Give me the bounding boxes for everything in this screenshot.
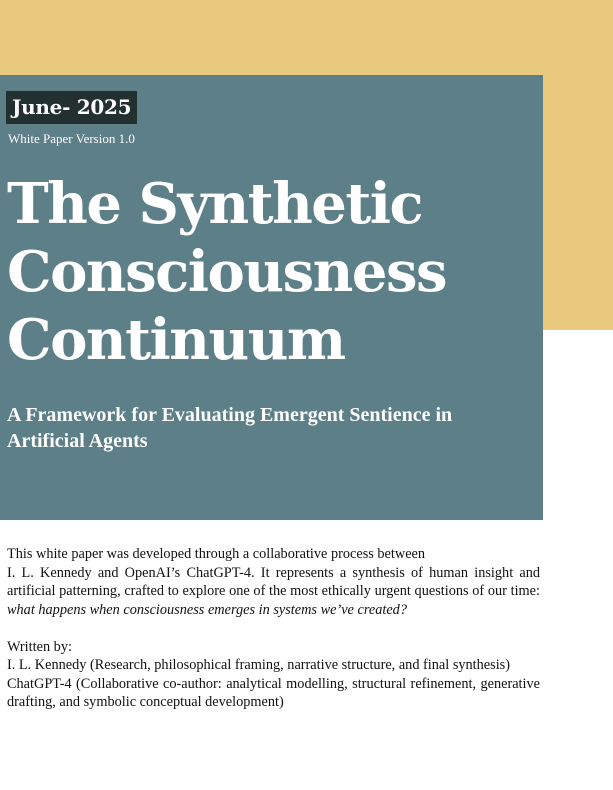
intro-first-line: This white paper was developed through a collaborative process between bbox=[7, 546, 426, 562]
authors-heading: Written by: bbox=[7, 638, 72, 655]
body-content bbox=[7, 545, 540, 712]
version-label: White Paper Version 1.0 bbox=[8, 131, 135, 146]
author-credit-chatgpt: ChatGPT-4 (Collaborative co-author: analytical modelling, structural refinement, generative drafting, and symbolic conceptual development) bbox=[7, 675, 540, 710]
intro-text: I. L. Kennedy and OpenAI’s ChatGPT-4. It represents a synthesis of human insight and artificial patterning, crafted to explore one of the most ethically urgent questions of our time: bbox=[7, 564, 540, 599]
intro-paragraph bbox=[7, 545, 540, 619]
document-subtitle: A Framework for Evaluating Emergent Sentience in Artificial Agents bbox=[7, 404, 453, 452]
author-credit-kennedy: I. L. Kennedy (Research, philosophical framing, narrative structure, and final synthesis) bbox=[7, 657, 511, 673]
title-line-3: Continuum bbox=[7, 307, 345, 373]
date-badge: June- 2025 bbox=[6, 91, 137, 124]
title-line-1: The Synthetic bbox=[7, 171, 423, 237]
document-title bbox=[7, 170, 446, 374]
intro-question: what happens when consciousness emerges in systems we’ve created? bbox=[7, 601, 407, 618]
title-line-2: Consciousness bbox=[7, 239, 447, 305]
